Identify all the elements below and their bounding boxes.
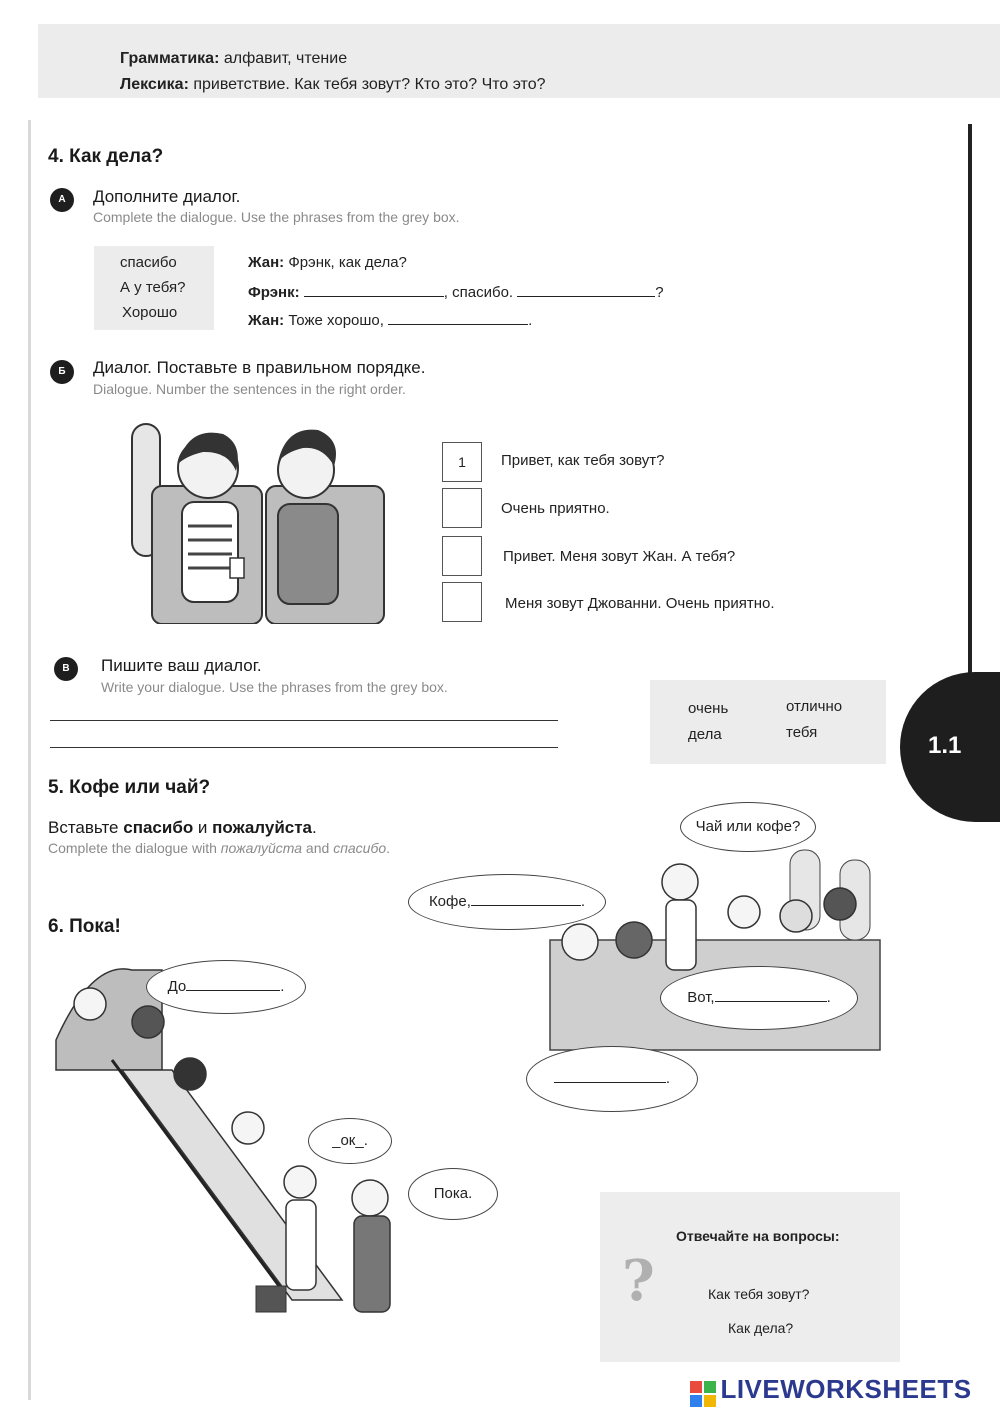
section-6-title: 6. Пока! xyxy=(48,916,121,937)
answer-blank[interactable] xyxy=(554,1068,666,1083)
order-sentence: Привет. Меня зовут Жан. А тебя? xyxy=(503,548,736,565)
question-item: Как дела? xyxy=(728,1320,794,1336)
dialog-line-1 xyxy=(248,254,407,271)
brand-name: LIVEWORKSHEETS xyxy=(720,1374,972,1404)
task-b-instruction: Диалог. Поставьте в правильном порядке. xyxy=(93,358,426,377)
answer-blank[interactable] xyxy=(471,891,581,906)
bubble-blank xyxy=(526,1046,698,1112)
dialog-text: Тоже хорошо, xyxy=(288,312,384,329)
bubble-text: Кофе, xyxy=(428,893,471,910)
task-a-instruction: Дополните диалог. xyxy=(93,187,241,206)
person-head xyxy=(232,1112,264,1144)
speaker-label: Жан: xyxy=(248,312,285,329)
answer-blank[interactable] xyxy=(388,310,528,325)
dialog-text: . xyxy=(528,312,533,329)
passenger-head xyxy=(728,896,760,928)
brand-logo xyxy=(690,1374,972,1407)
phrase-item: А у тебя? xyxy=(120,279,186,296)
grammar-text: алфавит, чтение xyxy=(223,50,348,67)
task-c-instruction: Пишите ваш диалог. xyxy=(101,656,262,675)
order-sentence: Очень приятно. xyxy=(501,500,610,517)
instr-italic: спасибо xyxy=(333,840,387,856)
section-5-instruction xyxy=(48,818,317,838)
speaker-label: Фрэнк: xyxy=(248,284,300,301)
order-box[interactable] xyxy=(442,582,482,622)
answer-blank[interactable] xyxy=(517,282,655,297)
instr-italic: пожалуйста xyxy=(220,840,303,856)
section-5-title: 5. Кофе или чай? xyxy=(48,777,211,798)
phrase-item: отлично xyxy=(786,698,843,715)
bubble-poka: Пока. xyxy=(408,1168,498,1220)
phrase-item: спасибо xyxy=(120,254,177,271)
dialog-line-3 xyxy=(248,310,532,329)
section-4-title: 4. Как дела? xyxy=(48,146,164,167)
body-right xyxy=(278,504,338,604)
order-sentence: Меня зовут Джованни. Очень приятно. xyxy=(505,595,775,612)
instr-text: . xyxy=(386,840,391,856)
answer-blank[interactable] xyxy=(186,976,280,991)
instr-text: Complete the dialogue with xyxy=(48,840,221,856)
passenger-head xyxy=(562,924,598,960)
passenger-head xyxy=(824,888,856,920)
phrase-item: дела xyxy=(688,726,722,743)
body-left xyxy=(182,502,238,602)
lexis-label: Лексика: xyxy=(120,76,189,93)
write-line[interactable] xyxy=(50,747,558,748)
cup xyxy=(230,558,244,578)
passenger-head xyxy=(616,922,652,958)
task-a-badge: А xyxy=(50,188,74,212)
task-c-badge: В xyxy=(54,657,78,681)
bubble-coffee xyxy=(408,874,606,930)
lexis-line xyxy=(120,76,546,94)
task-a-instruction-en: Complete the dialogue. Use the phrases from the grey box. xyxy=(93,209,460,225)
write-line[interactable] xyxy=(50,720,558,721)
questions-title: Отвечайте на вопросы: xyxy=(676,1228,840,1244)
unit-tab xyxy=(900,672,1000,822)
order-sentence: Привет, как тебя зовут? xyxy=(501,452,665,469)
bubble-here xyxy=(660,966,858,1030)
bubble-text: . xyxy=(580,893,586,910)
order-box[interactable]: 1 xyxy=(442,442,482,482)
order-box[interactable] xyxy=(442,536,482,576)
grammar-label: Грамматика: xyxy=(120,50,220,67)
page-left-rule xyxy=(28,120,31,1400)
person-body xyxy=(286,1200,316,1290)
passengers-illustration xyxy=(128,416,392,624)
dialog-line-2 xyxy=(248,282,664,301)
question-item: Как тебя зовут? xyxy=(708,1286,810,1302)
phrase-item: тебя xyxy=(786,724,818,741)
order-box[interactable] xyxy=(442,488,482,528)
task-c-instruction-en: Write your dialogue. Use the phrases from the grey box. xyxy=(101,679,448,695)
section-5-instruction-en xyxy=(48,840,390,856)
bubble-text: . xyxy=(280,978,285,995)
header-bar xyxy=(38,24,1000,98)
phrase-box-c xyxy=(650,680,886,764)
person-head xyxy=(132,1006,164,1038)
task-b-instruction-en: Dialogue. Number the sentences in the right order. xyxy=(93,381,406,397)
bubble-text: До xyxy=(167,978,187,995)
person-head xyxy=(352,1180,388,1216)
attendant-head xyxy=(662,864,698,900)
bubble-tea-or-coffee: Чай или кофе? xyxy=(680,802,816,852)
speaker-label: Жан: xyxy=(248,254,285,271)
stairs-illustration xyxy=(52,960,452,1324)
bubble-ok: _ок_. xyxy=(308,1118,392,1164)
instr-text: и xyxy=(193,818,213,837)
person-head xyxy=(174,1058,206,1090)
page-right-rule xyxy=(968,124,972,684)
answer-blank[interactable] xyxy=(304,282,444,297)
instr-text: . xyxy=(312,818,317,837)
phrase-box-a xyxy=(94,246,214,330)
person-head xyxy=(74,988,106,1020)
instr-bold: пожалуйста xyxy=(212,818,313,837)
grammar-line xyxy=(120,50,347,68)
dialog-text: , спасибо. xyxy=(443,284,514,301)
dialog-text: ? xyxy=(655,284,664,301)
person-head xyxy=(284,1166,316,1198)
brand-logo-icon xyxy=(690,1381,716,1407)
person-body xyxy=(354,1216,390,1312)
attendant-body xyxy=(666,900,696,970)
answer-blank[interactable] xyxy=(715,987,827,1002)
bubble-text: . xyxy=(826,989,831,1006)
instr-text: Вставьте xyxy=(48,818,124,837)
phrase-item: Хорошо xyxy=(122,304,178,321)
question-mark-icon: ? xyxy=(622,1248,655,1314)
passenger-head xyxy=(780,900,812,932)
questions-box xyxy=(600,1192,900,1362)
bubble-text: . xyxy=(665,1070,671,1087)
suitcase xyxy=(256,1286,286,1312)
unit-tab-label: 1.1 xyxy=(928,732,962,759)
task-b-badge: Б xyxy=(50,360,74,384)
phrase-item: очень xyxy=(688,700,729,717)
instr-bold: спасибо xyxy=(123,818,194,837)
bubble-do xyxy=(146,960,306,1014)
lexis-text: приветствие. Как тебя зовут? Кто это? Что это? xyxy=(193,76,546,93)
instr-text: and xyxy=(302,840,334,856)
dialog-text: Фрэнк, как дела? xyxy=(288,254,407,271)
bubble-text: Вот, xyxy=(687,989,715,1006)
